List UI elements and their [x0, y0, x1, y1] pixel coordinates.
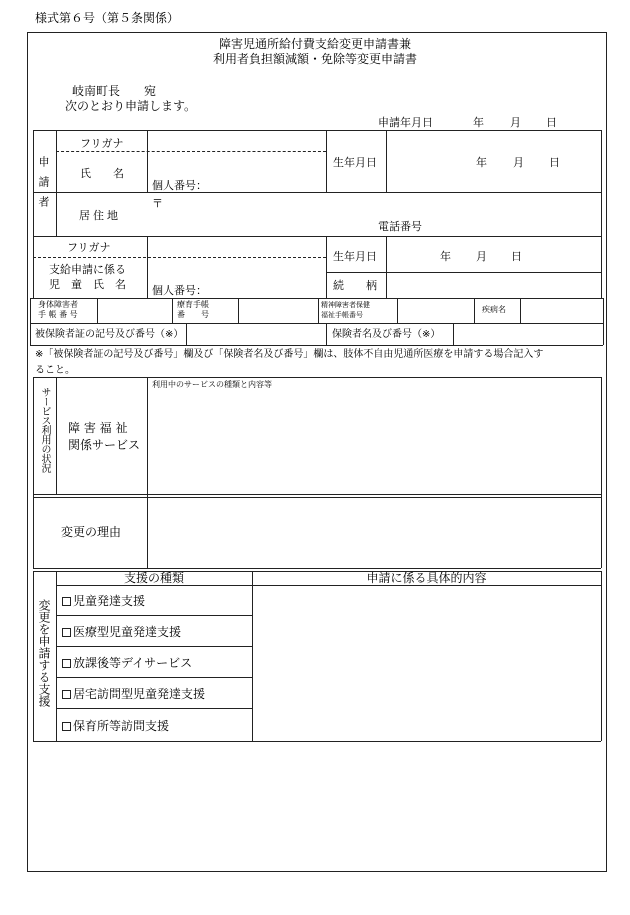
checkbox-nursery-visit-support[interactable] — [62, 722, 71, 731]
addressee: 岐南町長 宛 — [72, 84, 157, 98]
insurer-label: 保険者名及び番号（※） — [332, 329, 441, 340]
change-reason-label: 変更の理由 — [61, 525, 122, 539]
form-number: 様式第６号（第５条関係） — [35, 11, 180, 25]
child-birthdate-label: 生年月日 — [333, 250, 377, 263]
child-name-label-line2: 児 童 氏 名 — [49, 278, 126, 291]
service-content-label: 利用中のサービスの種類と内容等 — [152, 380, 272, 389]
support-option-medical-child-development[interactable] — [62, 626, 181, 638]
support-option-label: 医療型児童発達支援 — [73, 625, 182, 639]
support-side-label: 変更を申請する支援 — [37, 599, 51, 707]
service-status-side-label: サービス利用の状況 — [39, 387, 50, 473]
child-birth-month[interactable]: 月 — [476, 250, 487, 263]
phone-label: 電話番号 — [378, 220, 422, 233]
child-name-label-line1: 支給申請に係る — [49, 263, 126, 276]
checkbox-medical-child-development[interactable] — [62, 628, 71, 637]
support-content-field[interactable] — [255, 588, 598, 738]
application-date-month[interactable]: 月 — [510, 116, 521, 129]
support-option-label: 児童発達支援 — [73, 594, 146, 608]
support-option-label: 居宅訪問型児童発達支援 — [73, 687, 206, 701]
application-date-day[interactable]: 日 — [546, 116, 557, 129]
change-reason-field[interactable] — [150, 500, 598, 565]
applicant-section-label: 申請者 — [37, 156, 50, 216]
child-individual-number[interactable]: 個人番号： — [152, 284, 207, 297]
applicant-birth-year[interactable]: 年 — [476, 156, 487, 169]
application-date-label: 申請年月日 — [378, 116, 433, 129]
mental-health-label-line1: 精神障害者保健 — [321, 301, 370, 309]
form-title-line1: 障害児通所給付費支給変更申請書兼 — [218, 37, 411, 51]
checkbox-after-school-day-service[interactable] — [62, 659, 71, 668]
note-line1: ※「被保険者証の記号及び番号」欄及び「保険者名及び番号」欄は、肢体不自由児通所医療を申請する場合記入す — [35, 349, 544, 360]
child-relation-label: 続 柄 — [333, 279, 377, 292]
checkbox-home-visit-child-development[interactable] — [62, 690, 71, 699]
support-option-child-development[interactable] — [62, 595, 145, 607]
physical-disability-label-line1: 身体障害者 — [38, 300, 78, 309]
child-birth-year[interactable]: 年 — [440, 250, 451, 263]
support-option-after-school-day-service[interactable] — [62, 657, 192, 669]
form-title-line2: 利用者負担額減額・免除等変更申請書 — [212, 52, 417, 66]
support-content-header: 申請に係る具体的内容 — [366, 571, 487, 585]
applicant-birth-month[interactable]: 月 — [513, 156, 524, 169]
physical-disability-label-line2: 手 帳 番 号 — [38, 310, 78, 319]
support-type-header: 支援の種類 — [123, 571, 184, 585]
child-furigana-label: フリガナ — [67, 241, 111, 254]
intro-text: 次のとおり申請します。 — [65, 99, 197, 113]
applicant-birth-day[interactable]: 日 — [549, 156, 560, 169]
welfare-service-label-line2: 関係サービス — [68, 438, 141, 452]
applicant-furigana-field[interactable] — [150, 133, 324, 149]
child-birth-day[interactable]: 日 — [511, 250, 522, 263]
insurance-card-label: 被保険者証の記号及び番号（※） — [35, 329, 184, 340]
welfare-service-label-line1: 障 害 福 祉 — [68, 421, 128, 435]
support-option-label: 保育所等訪問支援 — [73, 719, 170, 733]
service-content-field[interactable] — [150, 393, 598, 491]
disease-name-label: 疾病名 — [482, 305, 506, 314]
support-option-nursery-visit-support[interactable] — [62, 720, 169, 732]
support-option-label: 放課後等デイサービス — [73, 656, 193, 670]
ryoiku-label-line1: 療育手帳 — [177, 300, 209, 309]
mental-health-label-line2: 福祉手帳番号 — [321, 311, 363, 319]
checkbox-child-development[interactable] — [62, 597, 71, 606]
applicant-name-label: 氏 名 — [80, 167, 124, 180]
postal-mark[interactable]: 〒 — [152, 197, 163, 210]
applicant-birthdate-label: 生年月日 — [333, 156, 377, 169]
ryoiku-label-line2: 番 号 — [177, 310, 209, 319]
applicant-furigana-label: フリガナ — [80, 137, 124, 150]
support-option-home-visit-child-development[interactable] — [62, 688, 205, 700]
application-date-year[interactable]: 年 — [473, 116, 484, 129]
applicant-address-label: 居住地 — [79, 209, 121, 222]
note-line2: ること。 — [35, 365, 75, 376]
applicant-individual-number[interactable]: 個人番号： — [152, 179, 207, 192]
